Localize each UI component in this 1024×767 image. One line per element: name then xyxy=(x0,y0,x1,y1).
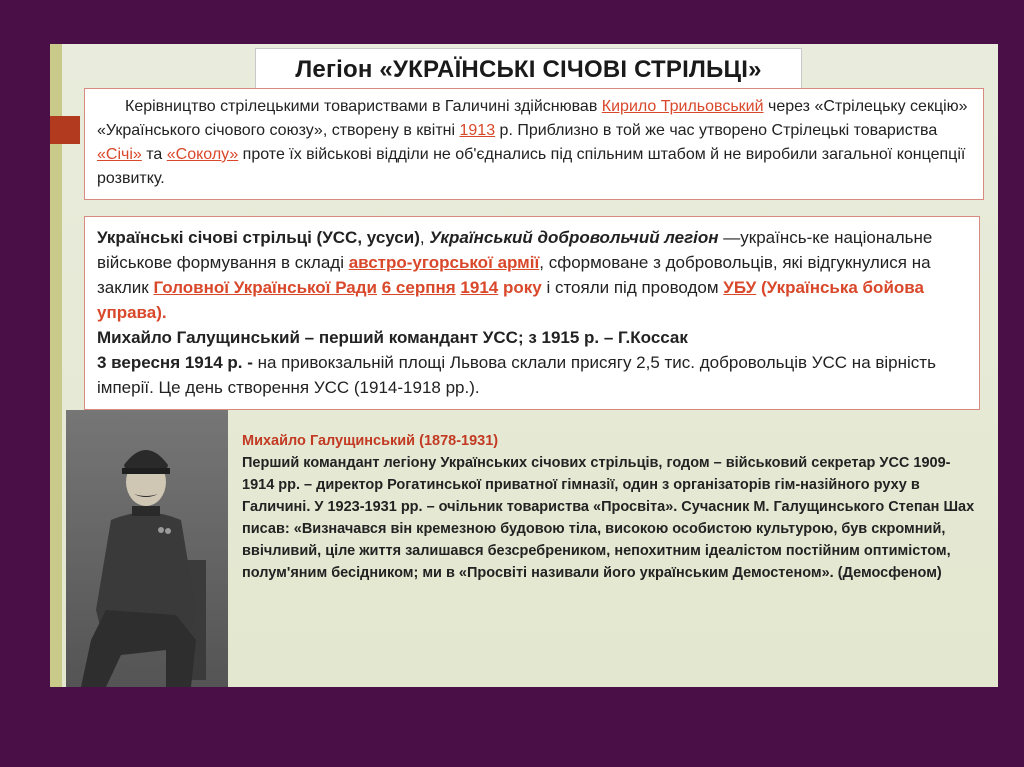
link-6-august[interactable]: 6 серпня xyxy=(381,278,456,297)
portrait-photo xyxy=(66,410,228,687)
term-legion: Український добровольчий легіон xyxy=(429,228,719,247)
link-1913[interactable]: 1913 xyxy=(459,122,496,139)
word-year: року xyxy=(502,278,542,297)
slide xyxy=(50,44,998,687)
definition-box xyxy=(84,216,980,410)
intro-box xyxy=(84,88,984,200)
link-main-ukrainian-council[interactable]: Головної Української Ради xyxy=(153,278,378,297)
biography-name: Михайло Галущинський (1878-1931) xyxy=(242,433,499,449)
intro-text: та xyxy=(141,146,167,163)
intro-paragraph xyxy=(97,95,973,191)
intro-text: Керівництво стрілецькими товариствами в Галичині здійснював xyxy=(125,98,602,115)
accent-marker xyxy=(50,116,80,144)
link-sich[interactable]: «Січі» xyxy=(97,146,142,163)
oath-text: на привокзальній площі Львова склали присягу 2,5 тис. добровольців УСС на вірність імперії. Це день створення УСС (1914-1918 рр.). xyxy=(97,353,936,397)
commander-line: Михайло Галущинський – перший командант УСС; з 1915 р. – Г.Коссак xyxy=(97,328,688,347)
intro-text: р. Приблизно в той же час утворено Стрілецькі товариства xyxy=(495,122,938,139)
oath-line xyxy=(97,350,969,400)
slide-title: Легіон «УКРАЇНСЬКІ СІЧОВІ СТРІЛЬЦІ» xyxy=(295,56,762,83)
term-uss: Українські січові стрільці (УСС, усуси) xyxy=(97,228,420,247)
link-ubu[interactable]: УБУ xyxy=(723,278,757,297)
link-sokil[interactable]: «Соколу» xyxy=(166,146,239,163)
intro-text: через «Стрілецьку секцію» «Українського січового союзу», створену в квітні xyxy=(97,98,968,139)
intro-text: проте їх військові відділи не об'єднались під спільним штабом й не виробили загальної концепції розвитку. xyxy=(97,146,966,187)
definition-text: , xyxy=(419,228,430,247)
definition-text: , сформоване з добровольців, які відгукнулися на заклик xyxy=(97,253,931,297)
biography-text xyxy=(242,430,982,584)
definition-text: —українсь-ке національне військове формування в складі xyxy=(97,228,933,272)
link-austro-hungarian-army[interactable]: австро-угорської армії xyxy=(348,253,540,272)
portrait-illustration xyxy=(66,410,228,687)
definition-paragraph xyxy=(97,225,969,325)
oath-date: 3 вересня 1914 р. - xyxy=(97,353,253,372)
link-kyrylo-trylovsky[interactable]: Кирило Трильовський xyxy=(601,98,764,115)
link-1914[interactable]: 1914 xyxy=(460,278,499,297)
biography-section xyxy=(66,410,998,687)
ubu-expansion: (Українська бойова управа). xyxy=(97,278,924,322)
title-box xyxy=(255,48,802,92)
biography-body: Перший командант легіону Українських січових стрільців, годом – військовий секретар УСС 1909-1914 рр. – директор Рогатинської приватної гімназії, один з організаторів гім-назійного руху в Галичині. У 1923-1931 рр. – очільник товариства «Просвіта». Сучасник М. Галущинського Степан Шах писав: «Визначався він кремезною будовою тіла, високою особистою культурою, був скромний, ввічливий, ціле життя залишався безсребреником, непохитним ідеалістом постійним оптимістом, полум'яним бесідником; ми в «Просвіті називали його українським Демостеном». (Демосфеном) xyxy=(242,455,975,581)
definition-text: і стояли під проводом xyxy=(541,278,724,297)
